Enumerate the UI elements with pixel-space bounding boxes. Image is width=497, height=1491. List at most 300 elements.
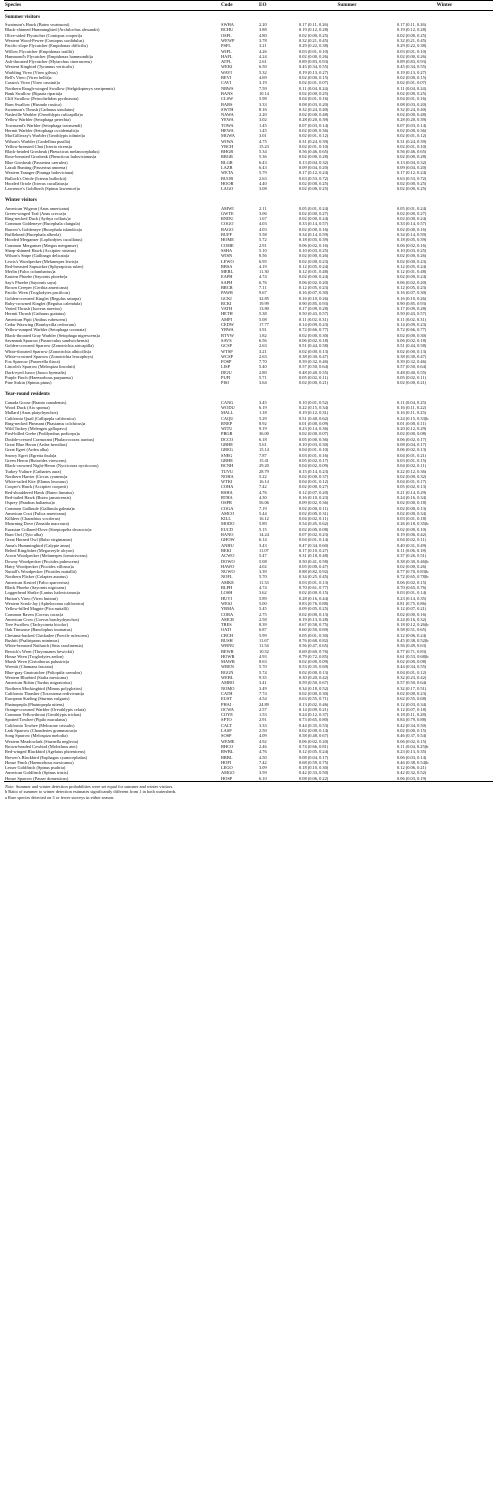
cell-code: BANO xyxy=(221,532,234,538)
cell-code: DEJU xyxy=(221,369,232,375)
cell-winter: 0.12 (0.05, 0.24) xyxy=(397,263,427,269)
cell-eo: 8.63 xyxy=(259,659,267,665)
cell-eo: 5.79 xyxy=(259,170,267,176)
cell-summer: 0.63 (0.53, 0.72) xyxy=(299,175,329,181)
cell-species: Green Heron (Butorides virescens) xyxy=(5,457,67,463)
cell-winter: 0.24 (0.16, 0.34) xyxy=(397,494,427,500)
cell-winter: 0.29 (0.22, 0.38) xyxy=(397,43,427,49)
cell-species: Orange-crowned Warbler (Oreothlypis celata) xyxy=(5,706,86,712)
cell-winter: 0.02 (0.00, 0.25) xyxy=(397,32,427,38)
cell-species: Western Bluebird (Sialia mexicana) xyxy=(5,675,68,681)
cell-winter: 0.04 (0.01, 0.12) xyxy=(397,669,427,675)
cell-winter: 0.02 (0.00, 0.08) xyxy=(397,431,427,437)
cell-species: Black-chinned Hummingbird (Archilochus alexandri) xyxy=(5,27,100,33)
cell-eo: 5.44 xyxy=(259,510,267,516)
cell-code: COGA xyxy=(221,505,234,511)
cell-winter: 0.11 (0.04, 0.24) xyxy=(397,85,427,91)
cell-winter: 0.11 (0.02, 0.31) xyxy=(397,316,427,322)
cell-eo: 15.41 xyxy=(259,457,269,463)
footnote-b: b Ratio of summer to winter detection estimates significantly different from 1 in both watersheds. xyxy=(5,789,177,795)
cell-winter: 0.58 (0.51, 0.65) xyxy=(397,627,427,633)
cell-species: Loggerhead Shrike (Lanius ludovicianus)a xyxy=(5,590,80,596)
cell-winter: 0.18 (0.05, 0.39) xyxy=(397,237,427,243)
cell-eo: 13.80 xyxy=(259,306,269,312)
cell-species: Common Raven (Corvus corax)a xyxy=(5,611,64,617)
cell-summer: 0.34 (0.25, 0.45) xyxy=(299,574,329,580)
cell-winter: 0.63 (0.53, 0.72) xyxy=(397,175,427,181)
cell-species: Acorn Woodpecker (Melanerpes formicivorus) xyxy=(5,553,88,559)
cell-species: Warbling Vireo (Vireo gilvus) xyxy=(5,69,58,75)
cell-summer: 0.69 (0.60, 0.76) xyxy=(299,648,329,654)
cell-winter: 0.44 (0.34, 0.55) xyxy=(397,664,427,670)
cell-species: Mallard (Anas platyrhynchos) xyxy=(5,410,58,416)
cell-winter: 0.72 (0.65, 0.78)b xyxy=(397,574,429,580)
cell-eo: 2.50 xyxy=(259,728,267,734)
cell-summer: 0.02 (0.00, 0.21) xyxy=(299,380,329,386)
cell-winter: 0.02 (0.00, 0.24) xyxy=(397,274,427,280)
cell-winter: 0.62 (0.55, 0.68) xyxy=(397,696,427,702)
cell-code: DOWO xyxy=(221,558,235,564)
cell-species: California Towhee (Melozone crissalis) xyxy=(5,722,75,728)
cell-species: Golden-crowned Kinglet (Regulus satrapa) xyxy=(5,295,81,301)
cell-summer: 0.19 (0.13, 0.27) xyxy=(299,69,329,75)
cell-code: BUOR xyxy=(221,175,234,181)
cell-summer: 0.51 (0.40, 0.62) xyxy=(299,415,329,421)
cell-code: WTKI xyxy=(221,479,233,485)
cell-summer: 0.70 (0.61, 0.77) xyxy=(299,585,329,591)
cell-eo: 5.15 xyxy=(259,526,267,532)
cell-species: MacGillivray's Warbler (Geothlypis tolmiei)a xyxy=(5,133,85,139)
cell-eo: 3.21 xyxy=(259,348,267,354)
cell-species: Oak Titmouse (Baeolophus inornatus) xyxy=(5,627,72,633)
cell-winter: 0.77 (0.70, 0.83)b xyxy=(397,569,429,575)
cell-winter: 0.45 (0.38, 0.52)b xyxy=(397,638,429,643)
cell-winter: 0.02 (0.01, 0.12) xyxy=(397,133,427,139)
cell-eo: 5.70 xyxy=(259,574,267,580)
cell-species: Cliff Swallow (Petrochelidon pyrrhonota) xyxy=(5,96,79,102)
cell-summer: 0.02 (0.00, 0.25) xyxy=(299,180,329,186)
cell-summer: 0.39 (0.32, 0.46) xyxy=(299,359,329,365)
cell-winter: 0.06 (0.02, 0.15) xyxy=(397,738,427,744)
cell-summer: 0.10 (0.03, 0.30) xyxy=(299,442,329,448)
cell-winter: 0.40 (0.31, 0.49) xyxy=(397,542,427,548)
cell-species: Olive-sided Flycatcher (Contopus cooperi)a xyxy=(5,32,83,38)
cell-species: Yellow-rumped Warbler (Setophaga coronata) xyxy=(5,327,86,333)
header-code: Code xyxy=(220,1,258,11)
cell-eo: 1.45 xyxy=(259,122,267,128)
cell-species: Black-headed Grosbeak (Pheucticus melanocephalus) xyxy=(5,149,100,155)
cell-code: MALL xyxy=(221,410,234,416)
cell-winter: 0.16 (0.07, 0.30) xyxy=(397,290,427,296)
cell-eo: 3.88 xyxy=(259,27,267,33)
cell-species: House Wren (Troglodytes aedon) xyxy=(5,653,64,659)
cell-summer: 0.02 (0.00, 0.08) xyxy=(299,526,329,532)
cell-winter: 0.04 (0.01, 0.17) xyxy=(397,479,427,485)
cell-species: Hermit Thrush (Catharus guttatus) xyxy=(5,311,66,317)
cell-species: Blue-gray Gnatcatcher (Polioptila caerulea) xyxy=(5,669,82,675)
cell-eo: 17.77 xyxy=(259,322,269,328)
cell-eo: 5.36 xyxy=(259,154,267,160)
cell-summer: 0.11 (0.04, 0.24) xyxy=(299,85,329,91)
cell-summer: 0.51 (0.44, 0.58) xyxy=(299,343,329,349)
cell-code: BHCO xyxy=(221,743,234,749)
cell-eo: 11.33 xyxy=(259,579,269,585)
cell-winter: 0.08 (0.03, 0.20) xyxy=(397,101,427,107)
cell-code: MGWA xyxy=(221,133,235,139)
cell-summer: 0.68 (0.59, 0.75) xyxy=(299,759,329,765)
cell-winter: 0.01 (0.00, 0.11) xyxy=(397,420,427,426)
cell-code: NUWO xyxy=(221,569,235,575)
cell-species: Cassin's Vireo (Vireo cassinii)a xyxy=(5,80,60,86)
cell-winter: 0.20 (0.12, 0.29) xyxy=(397,426,427,432)
cell-eo: 1.82 xyxy=(259,332,267,338)
cell-winter: 0.06 (0.03, 0.19) xyxy=(396,776,493,782)
cell-winter: 0.24 (0.15, 0.33)b xyxy=(397,415,429,421)
cell-winter: 0.32 (0.23, 0.42) xyxy=(397,675,427,681)
cell-eo: 5.47 xyxy=(259,553,267,559)
cell-summer: 0.48 (0.40, 0.55) xyxy=(299,369,329,375)
cell-code: OSPR xyxy=(221,500,232,506)
cell-code: PISI xyxy=(221,380,229,386)
cell-code: LEWO xyxy=(221,258,234,264)
cell-code: GRHE xyxy=(221,457,233,463)
note-label: Note: xyxy=(5,783,15,789)
cell-species: Spotted Towhee (Pipilo maculatus) xyxy=(5,717,67,723)
cell-summer: 0.02 (0.00, 0.25) xyxy=(299,186,329,192)
note-text: Summer and winter detection probabilities were set equal for summer and winter visitors. xyxy=(14,783,174,789)
cell-eo: 28.79 xyxy=(259,468,269,474)
cell-species: Killdeer (Charadrius vociferus) xyxy=(5,516,61,522)
cell-winter: 0.12 (0.06, 0.21) xyxy=(397,765,427,771)
cell-code: RWBL xyxy=(221,749,234,755)
cell-summer: 0.42 (0.33, 0.50) xyxy=(299,770,329,776)
cell-summer: 0.67 (0.58, 0.75) xyxy=(299,622,329,628)
cell-eo: 7.87 xyxy=(259,452,267,458)
cell-code: HOOR xyxy=(221,180,234,186)
cell-summer: 0.02 (0.00, 0.26) xyxy=(299,53,329,59)
cell-summer: 0.02 (0.00, 0.11) xyxy=(299,505,329,511)
cell-winter: 0.56 (0.46, 0.65) xyxy=(397,149,427,155)
cell-winter: 0.02 (0.00, 0.21) xyxy=(397,380,427,386)
cell-eo: 2.80 xyxy=(259,369,267,375)
cell-code: AMCR xyxy=(221,616,234,622)
cell-code: BAGO xyxy=(221,226,234,232)
cell-species: Tree Swallow (Tachycineta bicolor) xyxy=(5,622,69,628)
cell-species: Chestnut-backed Chickadee (Poecile rufescens) xyxy=(5,632,89,638)
cell-code: HOWR xyxy=(221,653,235,659)
cell-summer: 0.19 (0.12, 0.28) xyxy=(299,27,329,33)
cell-winter: 0.23 (0.13, 0.35) xyxy=(397,749,427,755)
cell-code: NAWA xyxy=(221,112,234,118)
cell-summer: 0.02 (0.00, 0.30) xyxy=(299,332,329,338)
cell-species: Hairy Woodpecker (Picoides villosus)a xyxy=(5,563,74,569)
cell-winter: 0.02 (0.01, 0.07) xyxy=(397,80,427,86)
cell-winter: 0.32 (0.24, 0.40) xyxy=(397,106,427,112)
cell-code: WAVI xyxy=(221,69,232,75)
cell-winter: 0.04 (0.01, 0.16) xyxy=(397,96,427,102)
cell-species: Bewick's Wren (Thryomanes bewickii) xyxy=(5,648,74,654)
header-species: Species xyxy=(4,1,220,11)
cell-species: Osprey (Pandion haliaetus)a xyxy=(5,500,55,506)
cell-code: WETA xyxy=(221,170,234,176)
cell-eo: 5.71 xyxy=(259,375,267,381)
cell-species: Lewis's Woodpecker (Melanerpes lewis)a xyxy=(5,258,79,264)
cell-code: HUVI xyxy=(221,595,232,601)
cell-summer: 0.19 (0.12, 0.31) xyxy=(299,410,329,416)
cell-code: COYE xyxy=(221,712,233,718)
cell-summer: 0.09 (0.04, 0.20) xyxy=(299,165,329,171)
cell-winter: 0.14 (0.09, 0.23) xyxy=(397,322,427,328)
cell-eo: 8.16 xyxy=(259,106,267,112)
cell-species: American Coot (Fulica americana) xyxy=(5,510,67,516)
cell-code: PUFI xyxy=(221,375,231,381)
cell-summer: 0.23 (0.14, 0.36) xyxy=(299,426,329,432)
cell-code: YEWA xyxy=(221,117,234,123)
cell-winter: 0.12 (0.03, 0.34) xyxy=(397,701,427,707)
cell-winter: 0.03 (0.01, 0.14) xyxy=(397,590,427,596)
cell-summer: 0.05 (0.01, 0.30) xyxy=(299,632,329,638)
cell-winter: 0.89 (0.83, 0.93) xyxy=(397,59,427,65)
cell-code: BHGR xyxy=(221,149,234,155)
cell-summer: 0.04 (0.02, 0.11) xyxy=(299,516,329,522)
cell-code: LAZB xyxy=(221,165,233,171)
cell-eo: 11.54 xyxy=(259,643,269,649)
cell-eo: 7.74 xyxy=(259,690,267,696)
cell-species: Varied Thrush (Ixoreus naevius) xyxy=(5,306,62,312)
cell-species: Great Egret (Ardea alba) xyxy=(5,447,49,453)
cell-species: Western Wood-Pewee (Contopus sordidulus) xyxy=(5,37,84,43)
cell-summer: 0.16 (0.07, 0.30) xyxy=(299,290,329,296)
cell-summer: 0.72 (0.66, 0.77) xyxy=(299,327,329,333)
cell-summer: 0.59 (0.50, 0.67) xyxy=(299,680,329,686)
cell-eo: 3.02 xyxy=(259,117,267,123)
cell-summer: 0.02 (0.00, 0.13) xyxy=(299,611,329,617)
cell-winter: 0.37 (0.26, 0.51) xyxy=(397,553,427,559)
cell-eo: 4.30 xyxy=(259,494,267,500)
cell-species: Yellow-billed Magpie (Pica nuttalli) xyxy=(5,606,69,612)
cell-code: BEWR xyxy=(221,648,234,654)
cell-code: WBNU xyxy=(221,643,235,649)
cell-eo: 32.85 xyxy=(259,295,269,301)
cell-eo: 4.40 xyxy=(259,180,267,186)
cell-winter: 0.57 (0.50, 0.64) xyxy=(397,364,427,370)
cell-winter: 0.06 (0.02, 0.15) xyxy=(397,579,427,585)
cell-winter: 0.21 (0.14, 0.29) xyxy=(397,489,427,495)
cell-code: BUSH xyxy=(221,638,233,643)
cell-eo: 3.45 xyxy=(259,399,267,405)
cell-winter: 0.84 (0.79, 0.88) xyxy=(397,717,427,723)
cell-eo: 8.92 xyxy=(259,420,267,426)
cell-code: GCSP xyxy=(221,343,232,349)
cell-winter: 0.72 (0.66, 0.77) xyxy=(397,327,427,333)
cell-summer: 0.02 (0.00, 0.37) xyxy=(299,473,329,479)
cell-winter: 0.12 (0.07, 0.18) xyxy=(397,706,427,712)
cell-summer: 0.07 (0.03, 0.14) xyxy=(299,122,329,128)
cell-code: EUST xyxy=(221,696,232,702)
cell-summer: 0.18 (0.10, 0.30) xyxy=(299,765,329,771)
cell-code: HOME xyxy=(221,237,234,243)
cell-winter: 0.18 (0.11, 0.28) xyxy=(397,712,427,718)
cell-species: Black-crowned Night-Heron (Nycticorax nycticorax) xyxy=(5,463,99,469)
cell-code: AMPI xyxy=(221,316,232,322)
cell-winter: 0.02 (0.00, 0.36) xyxy=(397,127,427,133)
cell-eo: 5.89 xyxy=(259,521,267,527)
cell-winter: 0.16 (0.11, 0.22) xyxy=(397,404,427,410)
cell-winter: 0.02 (0.00, 0.48) xyxy=(397,112,427,118)
cell-code: BLPH xyxy=(221,585,233,591)
cell-eo: 4.76 xyxy=(259,489,267,495)
cell-species: Yellow-breasted Chat (Icteria virens)a xyxy=(5,143,72,149)
cell-winter: 0.02 (0.00, 0.26) xyxy=(397,563,427,569)
cell-code: TRES xyxy=(221,622,232,628)
cell-summer: 0.56 (0.47, 0.65) xyxy=(299,643,329,649)
cell-species: White-throated Sparrow (Zonotrichia albicollis)a xyxy=(5,348,92,354)
cell-eo: 3.06 xyxy=(259,210,267,216)
cell-eo: 5.00 xyxy=(259,600,267,606)
cell-eo: 1.67 xyxy=(259,216,267,222)
cell-summer: 0.58 (0.48, 0.67) xyxy=(299,733,329,739)
cell-winter: 0.77 (0.71, 0.83) xyxy=(397,648,427,654)
cell-species: Mourning Dove (Zenaida macroura) xyxy=(5,521,70,527)
cell-species: Northern Flicker (Colaptes auratus) xyxy=(5,574,68,580)
cell-summer: 0.04 (0.01, 0.12) xyxy=(299,479,329,485)
cell-eo: 14.24 xyxy=(259,532,269,538)
cell-eo: 5.29 xyxy=(259,415,267,421)
cell-eo: 3.41 xyxy=(259,680,267,686)
cell-summer: 0.04 (0.01, 0.10) xyxy=(299,447,329,453)
cell-eo: 16.14 xyxy=(259,479,269,485)
cell-eo: 2.91 xyxy=(259,717,267,723)
cell-eo: 3.49 xyxy=(259,685,267,691)
cell-eo: 2.20 xyxy=(259,112,267,118)
section-header xyxy=(4,195,493,206)
cell-summer: 0.50 (0.43, 0.57) xyxy=(299,311,329,317)
cell-eo: 29.20 xyxy=(259,463,269,469)
cell-species: Wilson's Snipe (Gallinago delicata)a xyxy=(5,253,70,259)
cell-eo: 3.01 xyxy=(259,133,267,139)
cell-species: Brown Creeper (Certhia americana) xyxy=(5,285,69,290)
cell-species: Hermit Warbler (Setophaga occidentalis)a xyxy=(5,127,79,133)
cell-code: MODO xyxy=(221,521,235,527)
cell-summer: 0.56 (0.46, 0.65) xyxy=(299,149,329,155)
cell-species: Green-winged Teal (Anas crecca)a xyxy=(5,210,66,216)
cell-summer: 0.79 (0.72, 0.85) xyxy=(299,653,329,659)
header-summer: Summer xyxy=(298,1,396,11)
cell-winter: 0.02 (0.00, 0.27) xyxy=(397,210,427,216)
cell-winter: 0.23 (0.14, 0.35) xyxy=(397,595,427,601)
cell-species: Hooded Merganser (Lophodytes cucullatus) xyxy=(5,237,83,243)
cell-code: WODU xyxy=(221,404,235,410)
cell-summer: 0.30 (0.20, 0.42) xyxy=(299,675,329,681)
cell-winter: 0.06 (0.02, 0.17) xyxy=(397,436,427,442)
cell-summer: 0.09 (0.02, 0.36) xyxy=(299,500,329,506)
cell-eo: 9.19 xyxy=(259,426,267,432)
cell-summer: 0.16 (0.10, 0.23) xyxy=(299,494,329,500)
cell-eo: 5.10 xyxy=(259,247,267,253)
header-eo: EO xyxy=(258,1,298,11)
cell-code: CATH xyxy=(221,690,233,696)
cell-winter: 0.45 (0.34, 0.55) xyxy=(397,64,427,70)
cell-summer: 0.29 (0.22, 0.38) xyxy=(299,43,329,49)
cell-winter: 0.02 (0.00, 0.16) xyxy=(397,611,427,617)
cell-eo: 4.50 xyxy=(259,754,267,760)
cell-eo: 6.43 xyxy=(259,165,267,171)
cell-code: NOFL xyxy=(221,574,233,580)
cell-winter: 0.02 (0.00, 0.25) xyxy=(397,186,427,192)
cell-species: White-breasted Nuthatch (Sitta carolinensis) xyxy=(5,643,84,649)
cell-eo: 8.56 xyxy=(259,253,267,259)
cell-eo: 1.53 xyxy=(259,712,267,718)
cell-summer: 0.06 (0.02, 0.18) xyxy=(299,337,329,343)
cell-eo: 15.23 xyxy=(259,143,269,149)
cell-summer: 0.13 (0.02, 0.46) xyxy=(299,701,329,707)
cell-summer: 0.18 (0.05, 0.39) xyxy=(299,237,329,243)
cell-code: HAFL xyxy=(221,53,233,59)
cell-species: Northern Mockingbird (Mimus polyglottos) xyxy=(5,685,83,691)
cell-code: SWTH xyxy=(221,106,234,112)
cell-winter: 0.28 (0.20, 0.39) xyxy=(397,117,427,123)
cell-species: Common Yellowthroat (Geothlypis trichas) xyxy=(5,712,82,718)
cell-eo: 3.19 xyxy=(259,80,267,86)
cell-eo: 4.19 xyxy=(259,263,267,269)
cell-species: Lesser Goldfinch (Spinus psaltria) xyxy=(5,765,66,771)
cell-species: Anna's Hummingbird (Calypte anna) xyxy=(5,542,71,548)
cell-species: House Sparrow (Passer domesticus) xyxy=(4,776,220,782)
cell-summer: 0.02 (0.00, 0.36) xyxy=(299,127,329,133)
cell-winter: 0.02 (0.00, 0.25) xyxy=(397,90,427,96)
section-title: Year-round residents xyxy=(5,392,50,398)
cell-code: NOMO xyxy=(221,685,235,691)
cell-code: LAGO xyxy=(221,186,234,192)
cell-summer: 0.47 (0.34, 0.60) xyxy=(299,542,329,548)
cell-summer: 0.45 (0.34, 0.55) xyxy=(299,64,329,70)
cell-summer: 0.10 (0.03, 0.25) xyxy=(299,247,329,253)
cell-eo: 2.63 xyxy=(259,175,267,181)
cell-eo: 3.78 xyxy=(259,37,267,43)
cell-code: AMRO xyxy=(221,680,235,686)
cell-species: Nashville Warbler (Oreothlypis ruficapilla)a xyxy=(5,112,83,118)
cell-code: ATFL xyxy=(221,59,232,65)
cell-winter: 0.13 (0.04, 0.32) xyxy=(397,159,427,165)
cell-code: HEWA xyxy=(221,127,234,133)
cell-summer: 0.90 (0.85, 0.93) xyxy=(299,300,329,306)
table-row xyxy=(4,776,493,782)
cell-species: Swainson's Hawk (Buteo swainsoni) xyxy=(5,22,70,28)
cell-species: American Robin (Turdus migratorius) xyxy=(5,680,72,686)
cell-eo: 24.89 xyxy=(259,701,269,707)
cell-code: WEBL xyxy=(221,675,234,681)
cell-winter: 0.02 (0.00, 0.13) xyxy=(397,348,427,354)
cell-species: Ruby-crowned Kinglet (Regulus calendula) xyxy=(5,300,82,306)
cell-winter: 0.19 (0.06, 0.42) xyxy=(397,532,427,538)
cell-eo: 5.08 xyxy=(259,558,267,564)
cell-code: RNDU xyxy=(221,216,234,222)
cell-eo: 6.50 xyxy=(259,64,267,70)
cell-eo: 3.08 xyxy=(259,186,267,192)
cell-winter: 0.04 (0.02, 0.11) xyxy=(397,463,427,469)
cell-species: American Wigeon (Anas americana) xyxy=(5,205,70,211)
cell-summer: 0.02 (0.00, 0.30) xyxy=(299,690,329,696)
cell-species: Sharp-shinned Hawk (Accipiter striatus) xyxy=(5,247,77,253)
cell-summer: 0.60 (0.50, 0.69) xyxy=(299,627,329,633)
cell-winter: 0.02 (0.00, 0.32) xyxy=(397,473,427,479)
cell-summer: 0.03 (0.01, 0.16) xyxy=(299,452,329,458)
cell-winter: 0.04 (0.02, 0.11) xyxy=(397,537,427,543)
cell-winter: 0.02 (0.00, 0.34) xyxy=(397,510,427,516)
cell-species: Great Horned Owl (Bubo virginianus) xyxy=(5,537,72,543)
cell-winter: 0.16 (0.10, 0.26) xyxy=(397,295,427,301)
cell-eo: 11.30 xyxy=(259,269,269,275)
